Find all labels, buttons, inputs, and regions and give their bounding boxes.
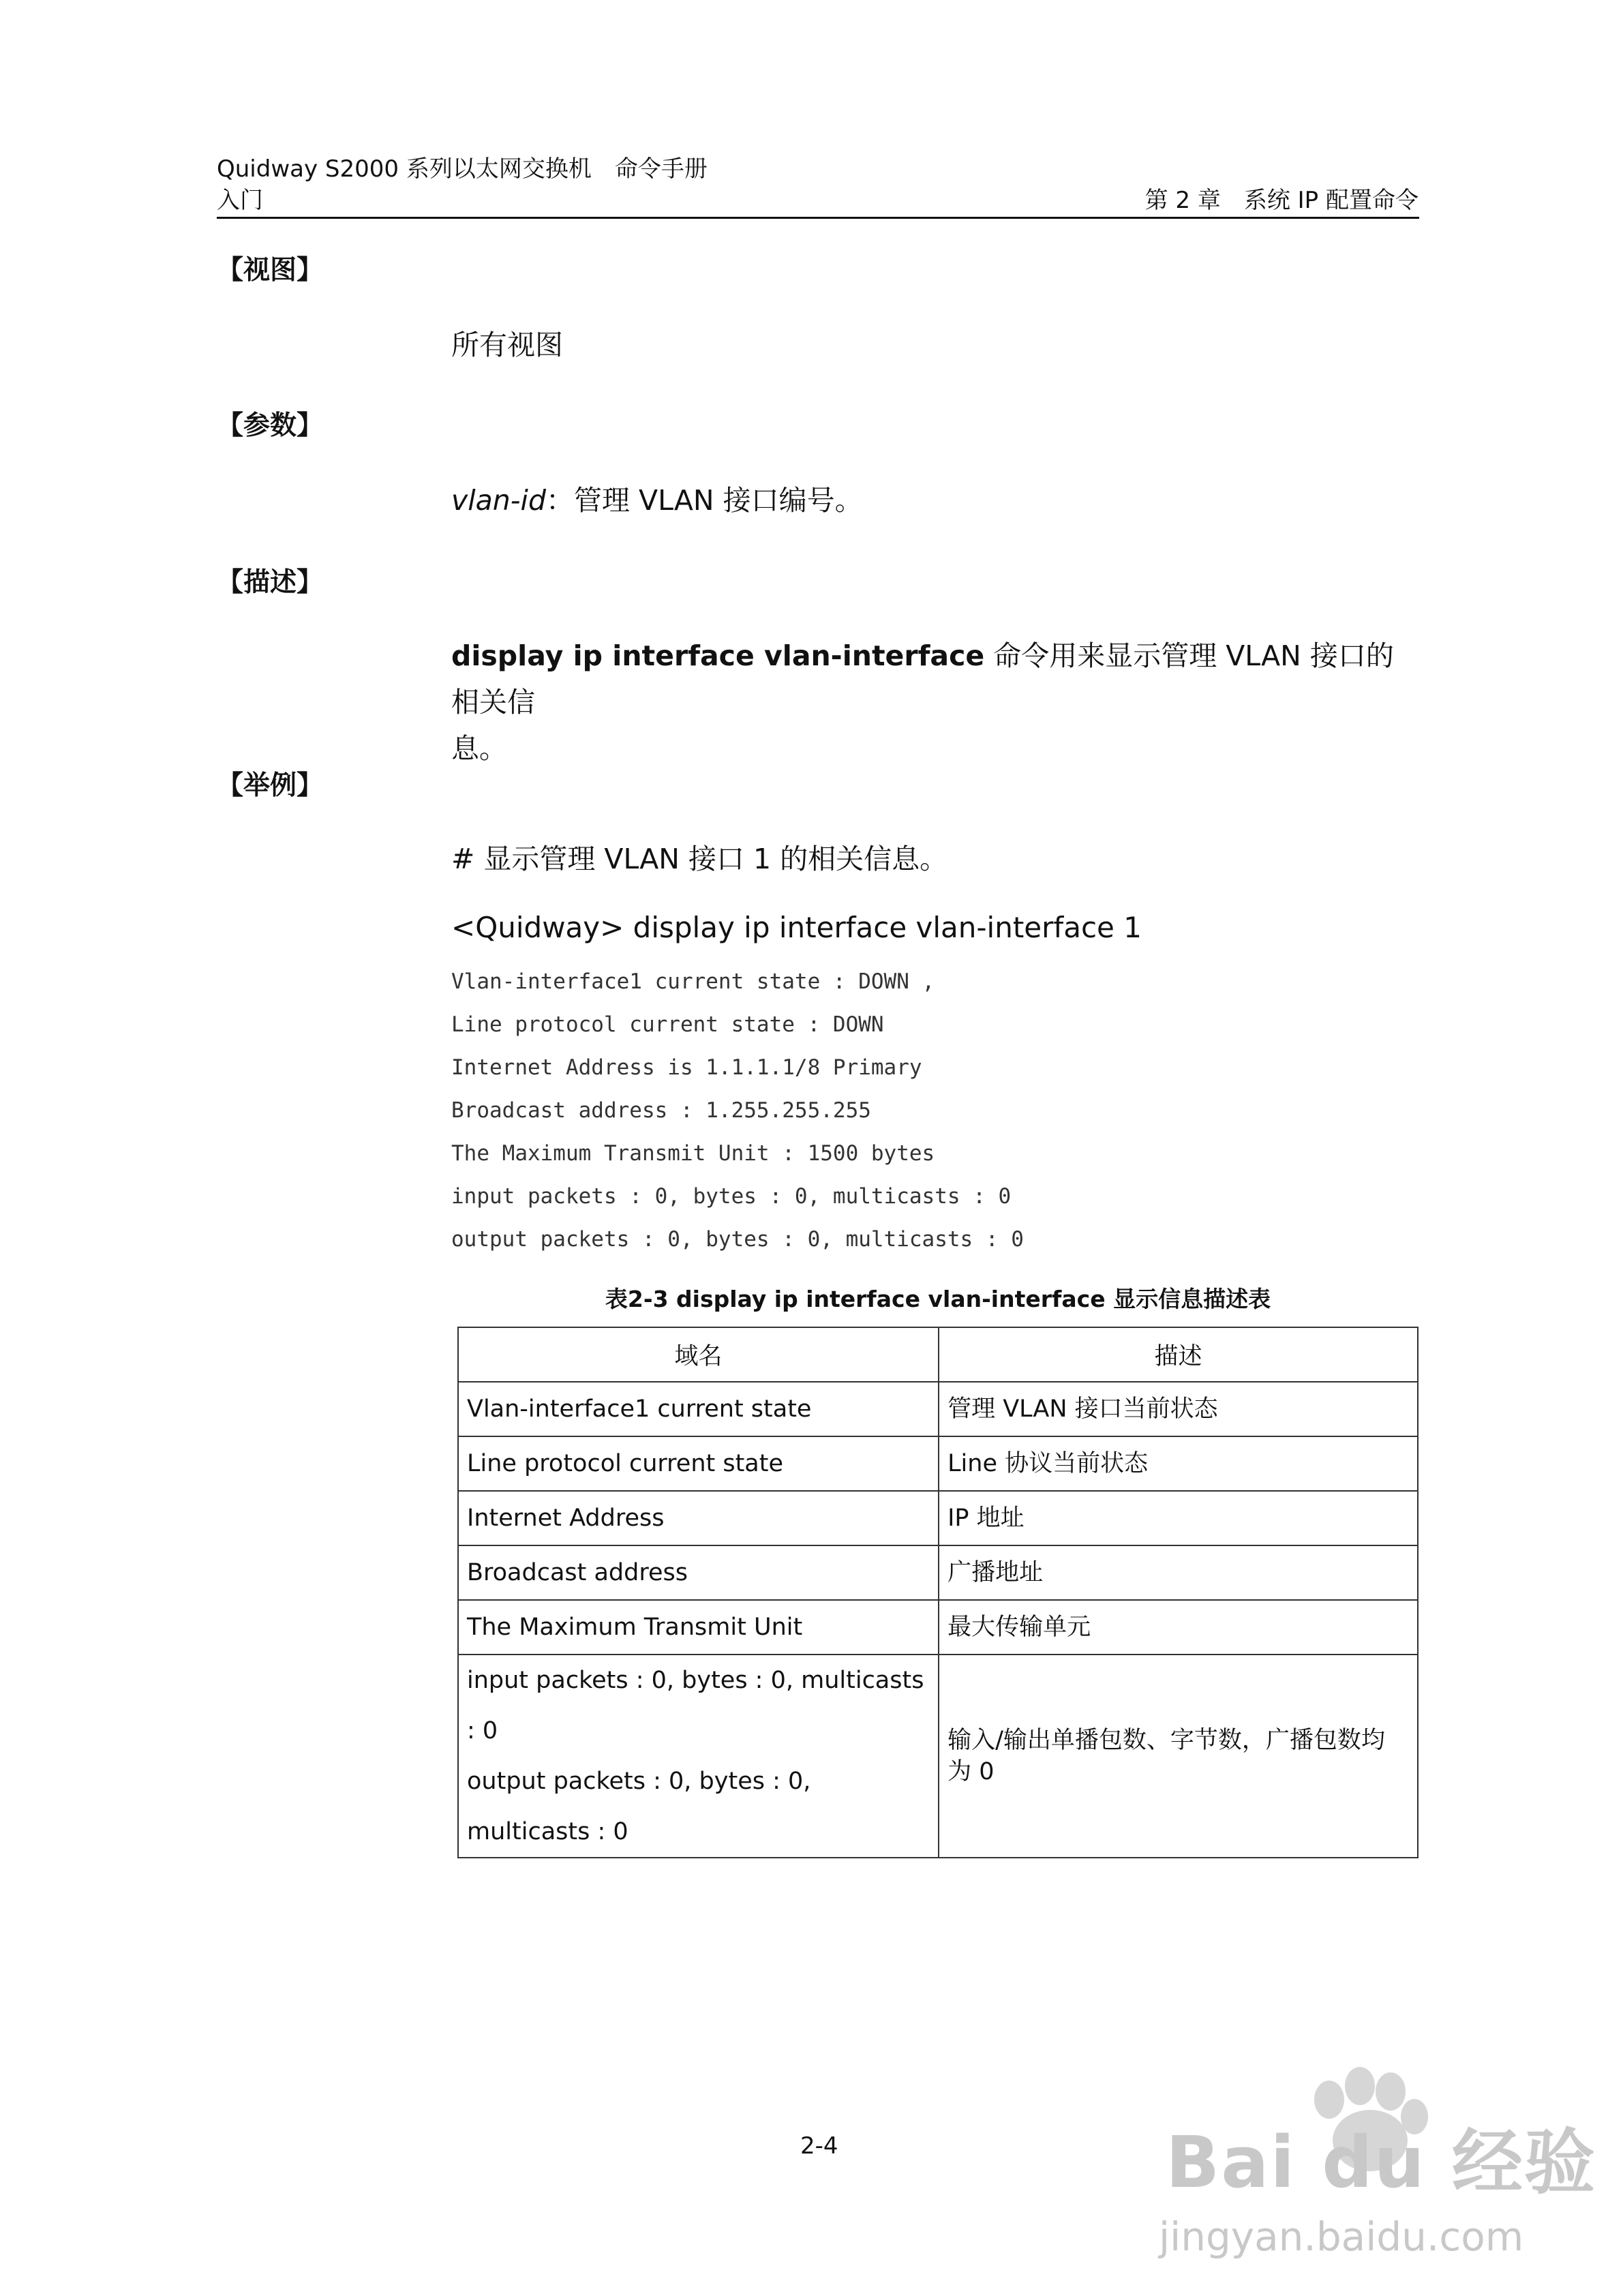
section-desc-heading: 【描述】 [217,567,324,598]
table-cell-field: Internet Address [458,1491,939,1545]
header-subtitle: 入门 [217,187,263,214]
section-example-heading: 【举例】 [217,770,324,801]
table-cell-desc: Line 协议当前状态 [939,1436,1418,1491]
output-line: input packets : 0, bytes : 0, multicasts : 0 [451,1184,1012,1209]
page-number: 2-4 [800,2132,838,2160]
section-view-text: 所有视图 [451,329,563,361]
table-cell-field: Broadcast address [458,1545,939,1600]
table-header-field: 域名 [458,1327,939,1382]
table-cell-field: Vlan-interface1 current state [458,1382,939,1436]
watermark [1152,2059,1602,2263]
table-cell-desc: IP 地址 [939,1491,1418,1545]
table-row [458,1600,1418,1655]
table-cell-desc: 管理 VLAN 接口当前状态 [939,1382,1418,1436]
header-divider [217,217,1419,219]
watermark-url: jingyan.baidu.com [1159,2214,1524,2260]
header-title: Quidway S2000 系列以太网交换机 命令手册 [217,155,708,183]
output-line: Internet Address is 1.1.1.1/8 Primary [451,1055,922,1080]
output-line: The Maximum Transmit Unit : 1500 bytes [451,1141,935,1166]
table-row [458,1491,1418,1545]
table-caption: 表2-3 display ip interface vlan-interface 显示信息描述表 [605,1286,1271,1312]
table-header-desc: 描述 [939,1327,1418,1382]
table-cell-field-line1: input packets : 0, bytes : 0, multicasts : 0 [467,1667,924,1744]
table-cell-field: Line protocol current state [458,1436,939,1491]
table-cell-desc: 广播地址 [939,1545,1418,1600]
section-params-text [451,477,863,524]
example-intro: # 显示管理 VLAN 接口 1 的相关信息。 [451,843,948,875]
output-line: Line protocol current state : DOWN [451,1012,884,1037]
table-cell-field-line2: output packets : 0, bytes : 0, multicasts : 0 [467,1768,811,1845]
desc-command: display ip interface vlan-interface [451,639,985,672]
table-cell-desc-line1: 输入/输出单播包数、字节数，广播包数均 [947,1727,1385,1754]
table-row [458,1655,1418,1858]
table-header-row [458,1327,1418,1382]
table-row [458,1382,1418,1436]
section-desc-text [451,633,1419,772]
section-view-heading: 【视图】 [217,255,324,286]
table-cell-field [458,1655,939,1858]
param-name: vlan-id [451,484,546,517]
watermark-logo: Bai du 经验 [1166,2121,1596,2204]
output-line: Vlan-interface1 current state : DOWN , [451,969,935,994]
table-cell-desc [939,1655,1418,1858]
output-line: Broadcast address : 1.255.255.255 [451,1098,871,1123]
param-desc: ：管理 VLAN 接口编号。 [545,484,863,517]
output-line: output packets : 0, bytes : 0, multicasts : 0 [451,1227,1024,1252]
table-cell-desc: 最大传输单元 [939,1600,1418,1655]
header-chapter: 第 2 章 系统 IP 配置命令 [1144,187,1419,214]
section-params-heading: 【参数】 [217,410,324,441]
table-cell-desc-line2: 为 0 [947,1758,995,1785]
desc-text-line1: 命令用来显示管理 VLAN 接口的相关信 [451,639,1394,719]
example-command: <Quidway> display ip interface vlan-interface 1 [451,911,1142,944]
table-cell-field: The Maximum Transmit Unit [458,1600,939,1655]
table-row [458,1545,1418,1600]
desc-text-line2: 息。 [451,732,507,765]
table-row [458,1436,1418,1491]
example-output [451,968,1024,1253]
description-table [457,1327,1419,1858]
